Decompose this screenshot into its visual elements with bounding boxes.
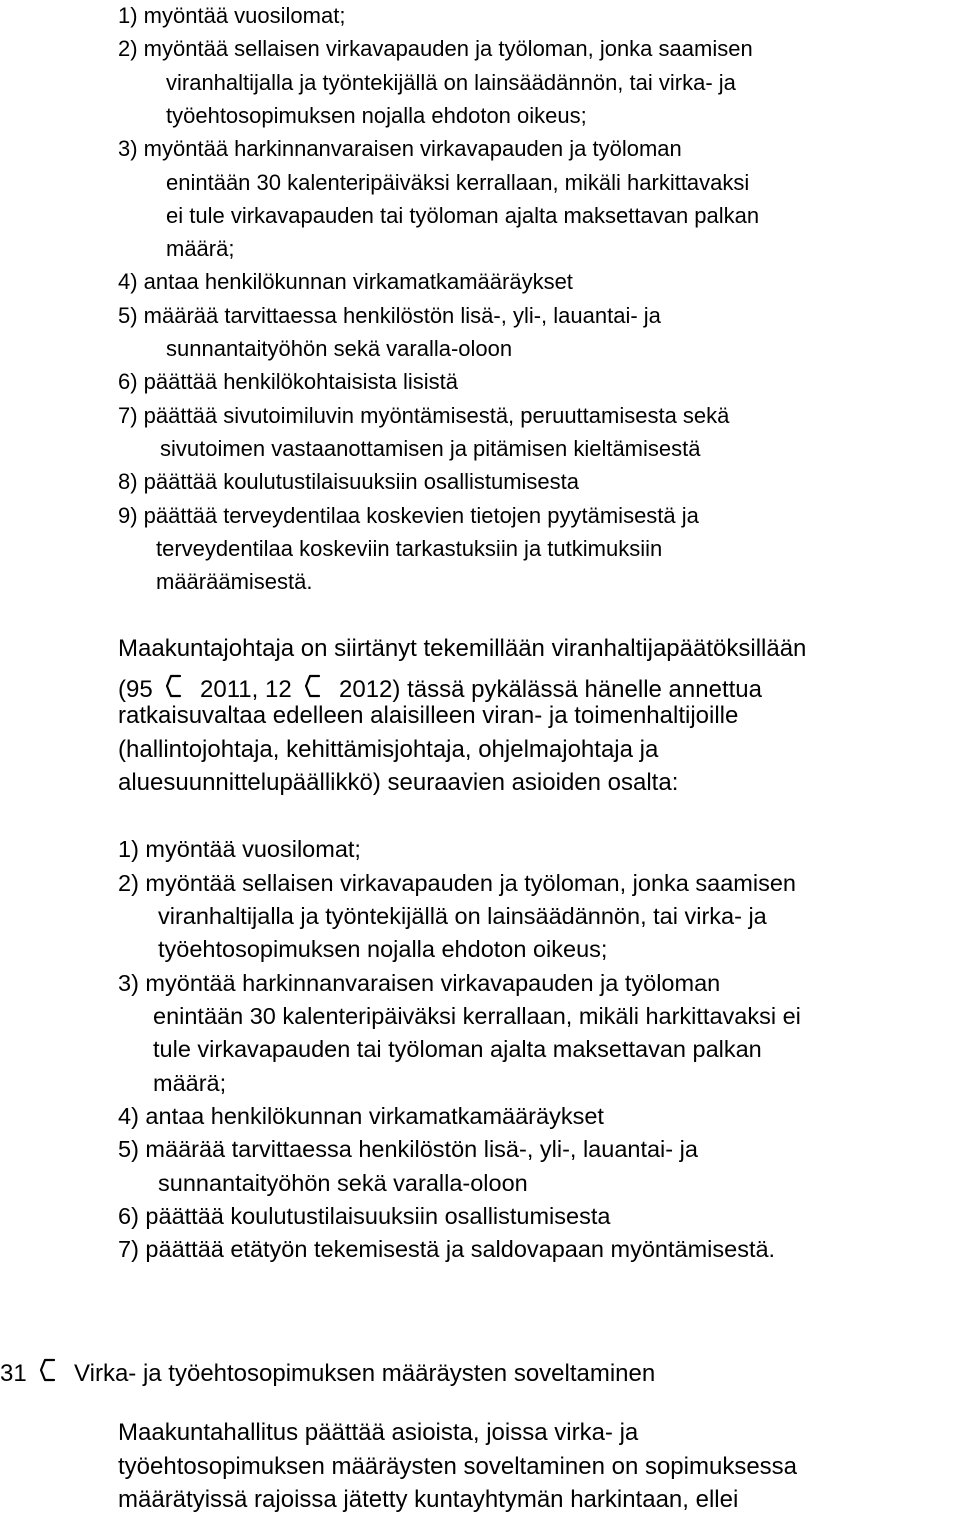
list-item: 1) myöntää vuosilomat;: [118, 836, 361, 862]
list-item-continuation: tule virkavapauden tai työloman ajalta maksettavan palkan: [153, 1036, 762, 1062]
list-item-continuation: enintään 30 kalenteripäiväksi kerrallaan, mikäli harkittavaksi ei: [153, 1003, 801, 1029]
list-item: 6) päättää henkilökohtaisista lisistä: [118, 369, 458, 394]
section-sign-icon: [35, 1357, 65, 1383]
list-item: 5) määrää tarvittaessa henkilöstön lisä-, yli-, lauantai- ja: [118, 303, 661, 328]
list-item: 4) antaa henkilökunnan virkamatkamääräykset: [118, 269, 573, 294]
list-item-continuation: viranhaltijalla ja työntekijällä on lainsäädännön, tai virka- ja: [158, 903, 767, 929]
list-item-continuation: määrä;: [166, 236, 235, 261]
decision-number: (95: [118, 676, 153, 703]
paragraph-line: määrätyissä rajoissa jätetty kuntayhtymän harkintaan, ellei: [118, 1486, 739, 1513]
list-item: 3) myöntää harkinnanvaraisen virkavapauden ja työloman: [118, 136, 682, 161]
paragraph-line: [118, 671, 762, 702]
list-item: 9) päättää terveydentilaa koskevien tietojen pyytämisestä ja: [118, 503, 699, 528]
paragraph-line: työehtosopimuksen määräysten soveltaminen on sopimuksessa: [118, 1453, 798, 1480]
list-item: 7) päättää sivutoimiluvin myöntämisestä, peruuttamisesta sekä: [118, 403, 730, 428]
list-item-continuation: viranhaltijalla ja työntekijällä on lainsäädännön, tai virka- ja: [166, 70, 736, 95]
paragraph-text: 2012) tässä pykälässä hänelle annettua: [339, 676, 762, 703]
list-item-continuation: määräämisestä.: [156, 569, 313, 594]
list-item-continuation: sunnantaityöhön sekä varalla-oloon: [158, 1170, 528, 1196]
paragraph-line: ratkaisuvaltaa edelleen alaisilleen viran- ja toimenhaltijoille: [118, 702, 739, 729]
list-item: 2) myöntää sellaisen virkavapauden ja työloman, jonka saamisen: [118, 870, 796, 896]
list-item-continuation: ei tule virkavapauden tai työloman ajalta maksettavan palkan: [166, 203, 760, 228]
section-title: Virka- ja työehtosopimuksen määräysten soveltaminen: [74, 1360, 656, 1387]
list-item: 5) määrää tarvittaessa henkilöstön lisä-, yli-, lauantai- ja: [118, 1136, 698, 1162]
paragraph-line: aluesuunnittelupäällikkö) seuraavien asioiden osalta:: [118, 769, 679, 796]
paragraph-line: Maakuntahallitus päättää asioista, joissa virka- ja: [118, 1419, 639, 1446]
list-item-continuation: enintään 30 kalenteripäiväksi kerrallaan, mikäli harkittavaksi: [166, 170, 750, 195]
list-item: 4) antaa henkilökunnan virkamatkamääräykset: [118, 1103, 604, 1129]
section-heading: [0, 1355, 655, 1386]
list-item: 1) myöntää vuosilomat;: [118, 3, 346, 28]
list-item-continuation: määrä;: [153, 1070, 227, 1096]
list-item-continuation: terveydentilaa koskeviin tarkastuksiin ja tutkimuksiin: [156, 536, 663, 561]
list-item: 8) päättää koulutustilaisuuksiin osallistumisesta: [118, 469, 580, 494]
list-item: 6) päättää koulutustilaisuuksiin osallistumisesta: [118, 1203, 611, 1229]
list-item: 3) myöntää harkinnanvaraisen virkavapauden ja työloman: [118, 970, 721, 996]
section-number: 31: [0, 1360, 27, 1387]
list-item: 7) päättää etätyön tekemisestä ja saldovapaan myöntämisestä.: [118, 1236, 776, 1262]
list-item-continuation: työehtosopimuksen nojalla ehdoton oikeus;: [158, 936, 608, 962]
decision-number: 2011, 12: [200, 676, 292, 703]
list-item: 2) myöntää sellaisen virkavapauden ja työloman, jonka saamisen: [118, 36, 753, 61]
list-item-continuation: työehtosopimuksen nojalla ehdoton oikeus;: [166, 103, 587, 128]
list-item-continuation: sunnantaityöhön sekä varalla-oloon: [166, 336, 513, 361]
paragraph-line: Maakuntajohtaja on siirtänyt tekemillään viranhaltijapäätöksillään: [118, 635, 807, 662]
section-sign-icon: [161, 673, 191, 699]
section-sign-icon: [300, 673, 330, 699]
list-item-continuation: sivutoimen vastaanottamisen ja pitämisen kieltämisestä: [160, 436, 701, 461]
paragraph-line: (hallintojohtaja, kehittämisjohtaja, ohjelmajohtaja ja: [118, 736, 659, 763]
